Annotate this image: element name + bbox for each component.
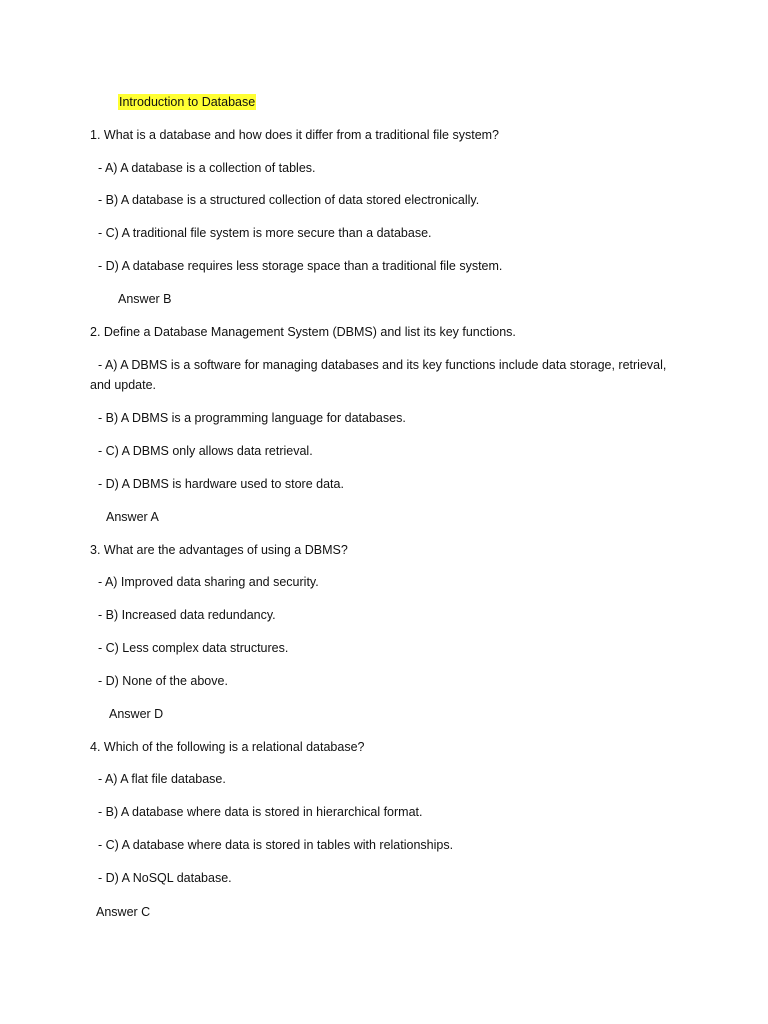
question-2: 2. Define a Database Management System (DBMS) and list its key functions. xyxy=(90,325,516,339)
q4-option-d: - D) A NoSQL database. xyxy=(98,871,232,885)
q3-option-d: - D) None of the above. xyxy=(98,674,228,688)
q1-option-b: - B) A database is a structured collection of data stored electronically. xyxy=(98,193,480,207)
q1-option-a: - A) A database is a collection of tables. xyxy=(98,161,316,175)
document-title: Introduction to Database xyxy=(119,95,256,109)
q3-option-a: - A) Improved data sharing and security. xyxy=(98,575,319,589)
q2-option-b: - B) A DBMS is a programming language for databases. xyxy=(98,411,406,425)
q4-option-a: - A) A flat file database. xyxy=(98,772,226,786)
q2-option-d: - D) A DBMS is hardware used to store data. xyxy=(98,477,344,491)
q2-option-a-continuation: and update. xyxy=(90,378,157,392)
q1-option-d: - D) A database requires less storage space than a traditional file system. xyxy=(98,259,503,273)
q3-option-b: - B) Increased data redundancy. xyxy=(98,608,276,622)
q1-answer: Answer B xyxy=(118,292,172,306)
q4-answer: Answer C xyxy=(96,905,151,919)
question-4: 4. Which of the following is a relational database? xyxy=(90,740,365,754)
q4-option-c: - C) A database where data is stored in tables with relationships. xyxy=(98,838,454,852)
q3-option-c: - C) Less complex data structures. xyxy=(98,641,289,655)
question-3: 3. What are the advantages of using a DBMS? xyxy=(90,543,348,557)
q2-option-c: - C) A DBMS only allows data retrieval. xyxy=(98,444,313,458)
q3-answer: Answer D xyxy=(109,707,164,721)
q2-answer: Answer A xyxy=(106,510,159,524)
q1-option-c: - C) A traditional file system is more secure than a database. xyxy=(98,226,432,240)
q4-option-b: - B) A database where data is stored in hierarchical format. xyxy=(98,805,423,819)
q2-option-a: - A) A DBMS is a software for managing databases and its key functions include data storage, retrieval, xyxy=(98,358,667,372)
question-1: 1. What is a database and how does it differ from a traditional file system? xyxy=(90,128,500,142)
